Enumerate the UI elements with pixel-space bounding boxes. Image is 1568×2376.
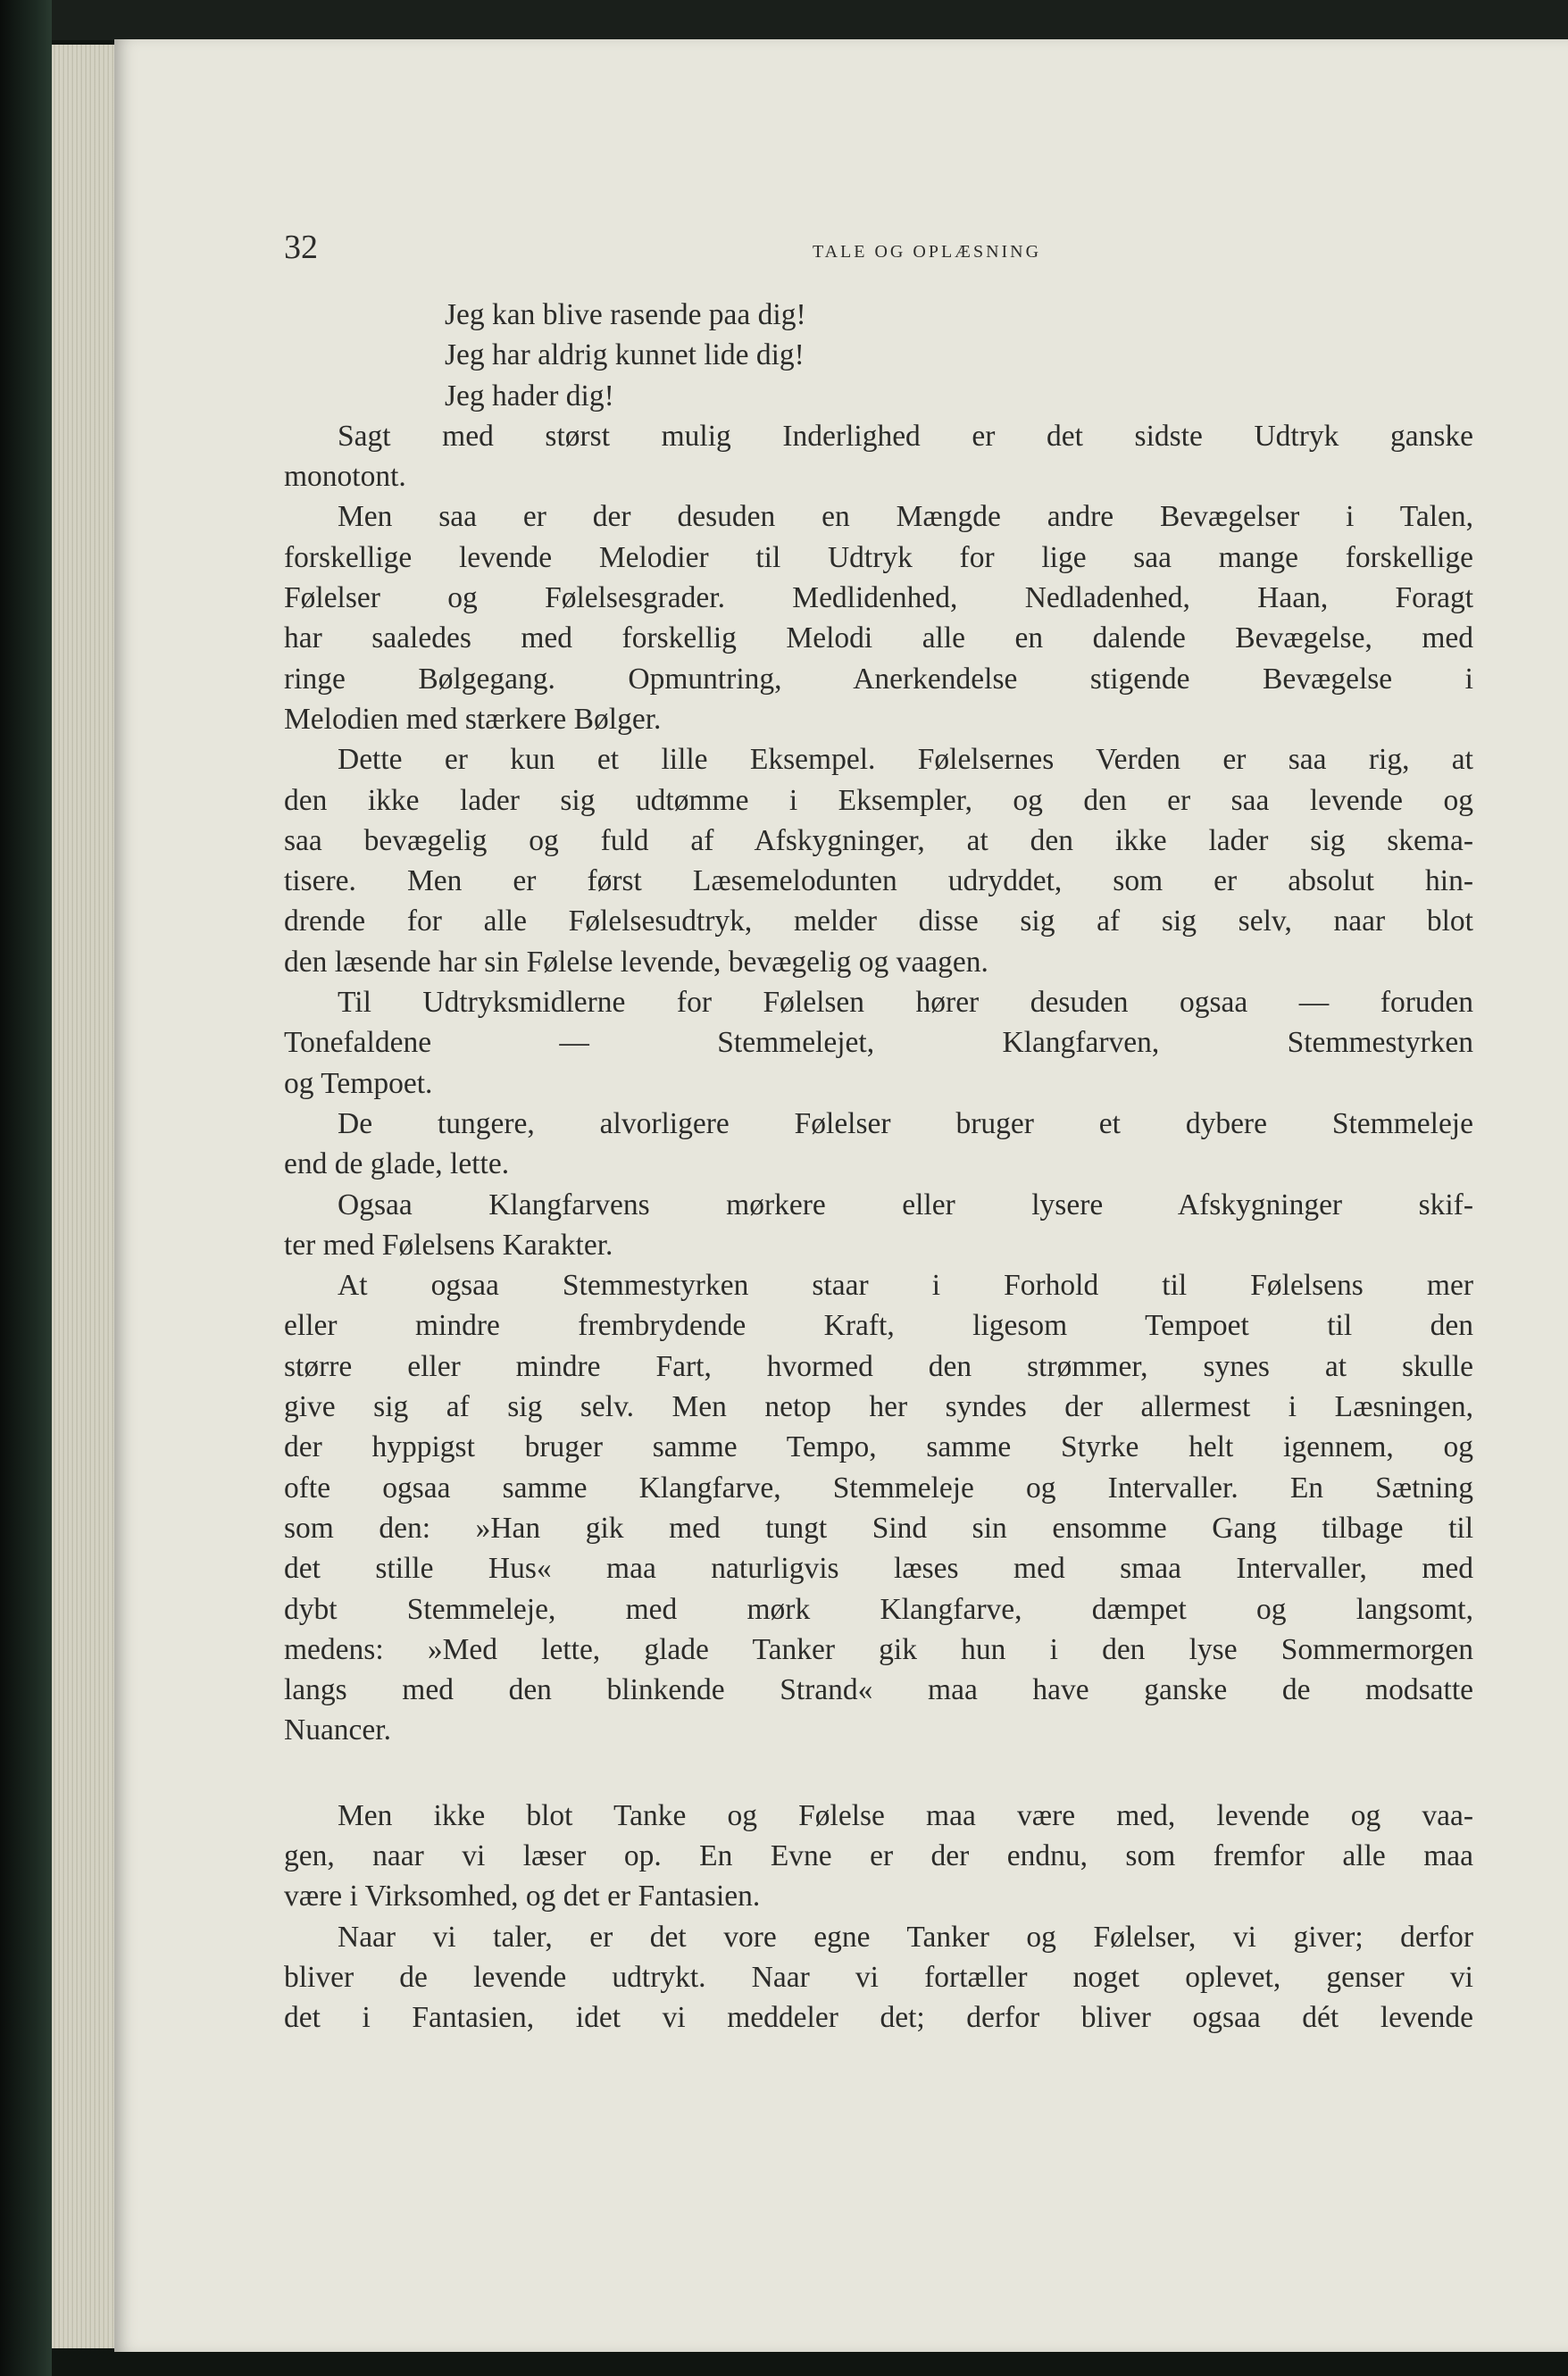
text-line: langs med den blinkende Strand« maa have ganske de modsatte <box>284 1673 1473 1707</box>
text-line: Ogsaa Klangfarvens mørkere eller lysere Afskygninger skif- <box>338 1188 1473 1221</box>
verse-line: Jeg har aldrig kunnet lide dig! <box>445 338 805 372</box>
text-line: monotont. <box>284 460 406 494</box>
text-line: større eller mindre Fart, hvormed den strømmer, synes at skulle <box>284 1349 1473 1383</box>
text-line: At ogsaa Stemmestyrken staar i Forhold til Følelsens mer <box>338 1269 1473 1303</box>
text-line: bliver de levende udtrykt. Naar vi fortæller noget oplevet, genser vi <box>284 1960 1473 1994</box>
text-line: Melodien med stærkere Bølger. <box>284 702 662 736</box>
text-line: Til Udtryksmidlerne for Følelsen hører desuden ogsaa — foruden <box>338 986 1473 1020</box>
page-edges <box>52 45 117 2348</box>
text-line: ofte ogsaa samme Klangfarve, Stemmeleje og Intervaller. En Sætning <box>284 1471 1473 1505</box>
book-cover-spine <box>0 0 52 2376</box>
book-cover-top <box>0 0 1568 40</box>
text-line: den ikke lader sig udtømme i Eksempler, og den er saa levende og <box>284 783 1473 817</box>
text-line: som den: »Han gik med tungt Sind sin ensomme Gang tilbage til <box>284 1511 1473 1545</box>
verse-line: Jeg hader dig! <box>445 379 614 413</box>
text-line: være i Virksomhed, og det er Fantasien. <box>284 1880 761 1913</box>
text-line: den læsende har sin Følelse levende, bevægelig og vaagen. <box>284 945 988 979</box>
section-gap <box>284 1751 1473 1796</box>
text-line: Men ikke blot Tanke og Følelse maa være med, levende og vaa- <box>338 1798 1473 1832</box>
text-line: dybt Stemmeleje, med mørk Klangfarve, dæmpet og langsomt, <box>284 1592 1473 1626</box>
verse-line: Jeg kan blive rasende paa dig! <box>445 298 806 331</box>
text-line: end de glade, lette. <box>284 1147 510 1181</box>
text-line: saa bevægelig og fuld af Afskygninger, at den ikke lader sig skema- <box>284 823 1473 857</box>
text-line: Sagt med størst mulig Inderlighed er det sidste Udtryk ganske <box>338 419 1473 453</box>
text-line: drende for alle Følelsesudtryk, melder disse sig af sig selv, naar blot <box>284 905 1473 938</box>
page-header <box>284 228 1473 272</box>
text-line: Dette er kun et lille Eksempel. Følelsernes Verden er saa rig, at <box>338 743 1473 777</box>
text-line: Følelser og Følelsesgrader. Medlidenhed, Nedladenhed, Haan, Foragt <box>284 581 1473 615</box>
page-number: 32 <box>284 229 318 266</box>
text-line: medens: »Med lette, glade Tanker gik hun i den lyse Sommermorgen <box>284 1632 1473 1666</box>
running-title: TALE OG OPLÆSNING <box>813 242 1042 262</box>
text-line: det i Fantasien, idet vi meddeler det; derfor bliver ogsaa dét levende <box>284 2001 1473 2035</box>
page-body <box>284 295 1473 2038</box>
text-line: give sig af sig selv. Men netop her syndes der allermest i Læsningen, <box>284 1390 1473 1424</box>
text-line: Nuancer. <box>284 1713 391 1747</box>
text-line: gen, naar vi læser op. En Evne er der endnu, som fremfor alle maa <box>284 1838 1473 1872</box>
text-line: Tonefaldene — Stemmelejet, Klangfarven, Stemmestyrken <box>284 1026 1473 1060</box>
text-line: ringe Bølgegang. Opmuntring, Anerkendelse stigende Bevægelse i <box>284 662 1473 696</box>
text-line: Naar vi taler, er det vore egne Tanker og Følelser, vi giver; derfor <box>338 1920 1473 1954</box>
text-line: eller mindre frembrydende Kraft, ligesom Tempoet til den <box>284 1309 1473 1343</box>
text-line: forskellige levende Melodier til Udtryk for lige saa mange forskellige <box>284 540 1473 574</box>
text-line: ter med Følelsens Karakter. <box>284 1228 613 1262</box>
text-line: Men saa er der desuden en Mængde andre Bevægelser i Talen, <box>338 500 1473 534</box>
text-line: har saaledes med forskellig Melodi alle en dalende Bevægelse, med <box>284 621 1473 655</box>
text-line: tisere. Men er først Læsemelodunten udryddet, som er absolut hin- <box>284 864 1473 898</box>
text-line: og Tempoet. <box>284 1066 433 1100</box>
text-line: det stille Hus« maa naturligvis læses med smaa Intervaller, med <box>284 1552 1473 1586</box>
text-line: der hyppigst bruger samme Tempo, samme Styrke helt igennem, og <box>284 1430 1473 1464</box>
text-line: De tungere, alvorligere Følelser bruger et dybere Stemmeleje <box>338 1106 1473 1140</box>
